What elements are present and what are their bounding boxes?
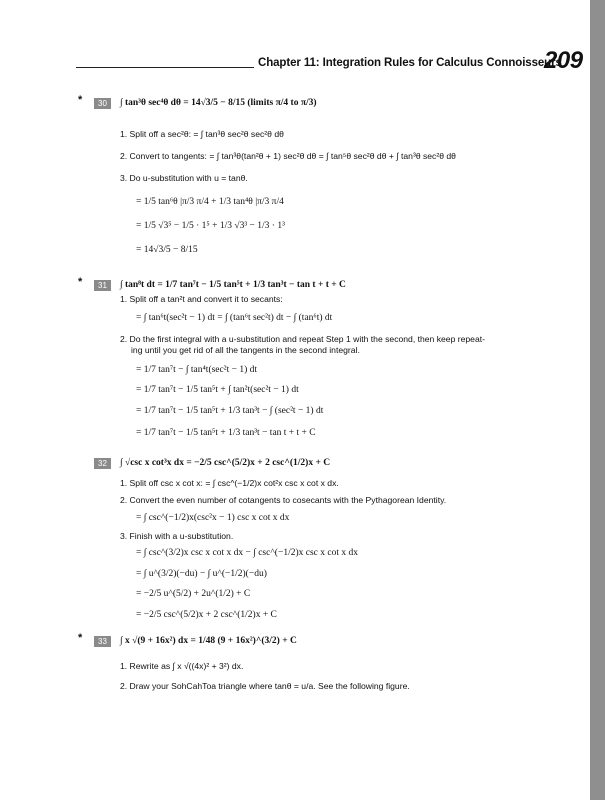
problem-statement: ∫ tan³θ sec⁴θ dθ = 14√3/5 − 8/15 (limits π/4 to π/3) bbox=[120, 98, 317, 108]
chapter-title: Chapter 11: Integration Rules for Calculus Connoisseurs bbox=[258, 57, 562, 69]
problem-statement: ∫ tan⁸t dt = 1/7 tan⁷t − 1/5 tan⁵t + 1/3 tan³t − tan t + t + C bbox=[120, 280, 346, 290]
solution-step: 1. Split off csc x cot x: = ∫ csc^(−1/2)x cot²x csc x cot x dx. bbox=[120, 478, 339, 488]
page-number: 209 bbox=[544, 47, 583, 74]
solution-step: 1. Rewrite as ∫ x √((4x)² + 3²) dx. bbox=[120, 661, 244, 671]
star-marker: * bbox=[78, 94, 83, 106]
solution-equation: = 1/7 tan⁷t − 1/5 tan⁵t + 1/3 tan³t − tan t + t + C bbox=[136, 428, 316, 438]
solution-equation: = 14√3/5 − 8/15 bbox=[136, 245, 198, 255]
problem-number-badge: 32 bbox=[94, 458, 111, 469]
solution-equation: = ∫ csc^(3/2)x csc x cot x dx − ∫ csc^(−1/2)x csc x cot x dx bbox=[136, 548, 358, 558]
solution-step: 3. Do u-substitution with u = tanθ. bbox=[120, 173, 248, 183]
problem-number-badge: 30 bbox=[94, 98, 111, 109]
solution-step: 1. Split off a sec²θ: = ∫ tan³θ sec²θ sec²θ dθ bbox=[120, 129, 284, 139]
solution-equation: = ∫ tan⁶t(sec²t − 1) dt = ∫ (tan⁶t sec²t) dt − ∫ (tan⁶t) dt bbox=[136, 313, 333, 323]
solution-step: 2. Draw your SohCahToa triangle where tanθ = u/a. See the following figure. bbox=[120, 681, 410, 691]
problem-statement: ∫ x √(9 + 16x²) dx = 1/48 (9 + 16x²)^(3/2) + C bbox=[120, 636, 297, 646]
solution-step: 2. Convert the even number of cotangents to cosecants with the Pythagorean Identity. bbox=[120, 495, 447, 505]
solution-equation: = 1/7 tan⁷t − 1/5 tan⁵t + ∫ tan²t(sec²t − 1) dt bbox=[136, 385, 299, 395]
solution-step: 3. Finish with a u-substitution. bbox=[120, 531, 234, 541]
solution-equation: = −2/5 u^(5/2) + 2u^(1/2) + C bbox=[136, 589, 251, 599]
solution-equation: = 1/5 tan⁶θ |π/3 π/4 + 1/3 tan⁴θ |π/3 π/4 bbox=[136, 197, 284, 207]
solution-step: 1. Split off a tan²t and convert it to secants: bbox=[120, 294, 283, 304]
header-rule bbox=[76, 67, 254, 68]
solution-equation: = ∫ csc^(−1/2)x(csc²x − 1) csc x cot x dx bbox=[136, 513, 290, 523]
solution-step: 2. Convert to tangents: = ∫ tan³θ(tan²θ + 1) sec²θ dθ = ∫ tan⁵θ sec²θ dθ + ∫ tan³θ sec²θ dθ bbox=[120, 151, 456, 161]
chapter-thumb-tab bbox=[590, 0, 605, 800]
solution-equation: = 1/7 tan⁷t − 1/5 tan⁵t + 1/3 tan³t − ∫ (sec²t − 1) dt bbox=[136, 406, 324, 416]
solution-step-cont: ing until you get rid of all the tangents in the second integral. bbox=[131, 345, 360, 355]
solution-step: 2. Do the first integral with a u-substitution and repeat Step 1 with the second, then keep repeat- bbox=[120, 334, 485, 344]
problem-statement: ∫ √csc x cot³x dx = −2/5 csc^(5/2)x + 2 csc^(1/2)x + C bbox=[120, 458, 331, 468]
solution-equation: = ∫ u^(3/2)(−du) − ∫ u^(−1/2)(−du) bbox=[136, 569, 267, 579]
solution-equation: = −2/5 csc^(5/2)x + 2 csc^(1/2)x + C bbox=[136, 610, 277, 620]
solution-equation: = 1/7 tan⁷t − ∫ tan⁴t(sec²t − 1) dt bbox=[136, 365, 258, 375]
solution-equation: = 1/5 √3⁵ − 1/5 · 1⁵ + 1/3 √3³ − 1/3 · 1³ bbox=[136, 221, 285, 231]
problem-number-badge: 33 bbox=[94, 636, 111, 647]
star-marker: * bbox=[78, 632, 83, 644]
star-marker: * bbox=[78, 276, 83, 288]
problem-number-badge: 31 bbox=[94, 280, 111, 291]
